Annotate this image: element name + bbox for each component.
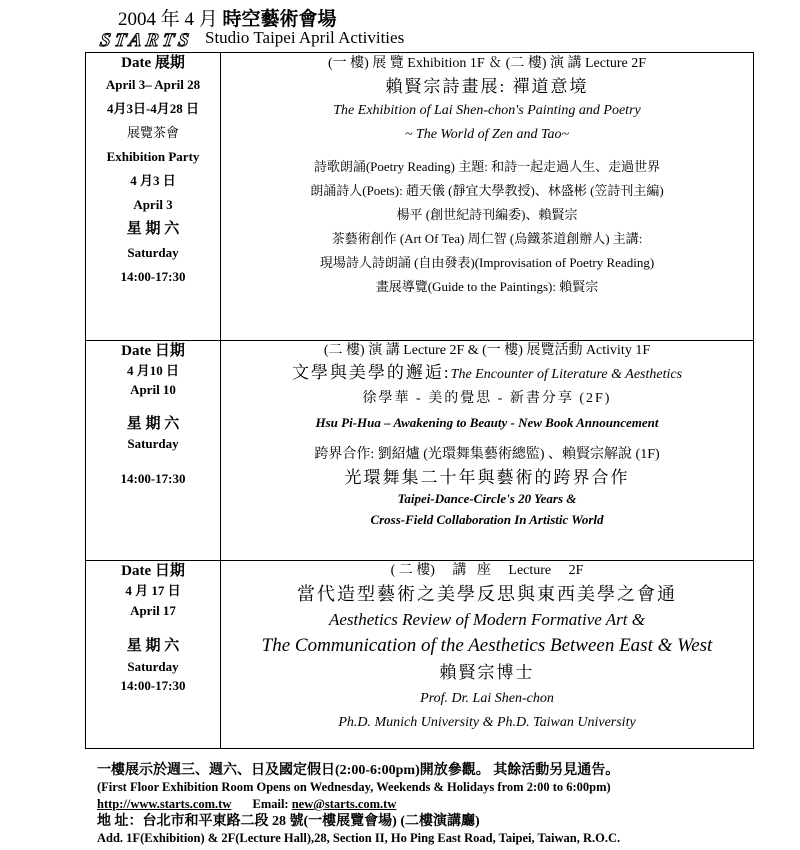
subtitle: Studio Taipei April Activities	[205, 28, 405, 47]
section2-date-line: 4 月10 日	[126, 363, 179, 378]
section2-title-en: The Encounter of Literature & Aesthetics	[450, 367, 683, 382]
section1-line: 詩歌朗誦(Poetry Reading) 主題: 和詩一起走過人生、走過世界	[313, 159, 661, 174]
section2-date-gap	[86, 399, 220, 413]
section2-header: (二 樓) 演 講 Lecture 2F & (一 樓) 展覽活動 Activity 1F	[323, 343, 651, 358]
section1-title-en: The Exhibition of Lai Shen-chon's Painting and Poetry	[333, 103, 641, 118]
section3-speaker-en: Prof. Dr. Lai Shen-chon	[420, 691, 554, 706]
section1-line: 茶藝術創作 (Art Of Tea) 周仁智 (烏鐵茶道創辦人) 主講:	[331, 231, 643, 246]
section3-date-header: Date 日期	[121, 563, 185, 579]
section2-date-cell	[86, 341, 221, 561]
section1-date-cell	[86, 53, 221, 341]
section1-date-line: Saturday	[127, 245, 179, 260]
section2-date-header: Date 日期	[121, 343, 185, 359]
section1-line: 楊平 (創世紀詩刊編委)、賴賢宗	[396, 207, 578, 222]
section2-date-line: 星 期 六	[126, 416, 180, 432]
section3-title-en1: Aesthetics Review of Modern Formative Art &	[328, 610, 645, 629]
footer-address-en: Add. 1F(Exhibition) & 2F(Lecture Hall),28, Section II, Ho Ping East Road, Taipei, Taiwan, R.O.C.	[97, 831, 621, 845]
section1-date-line: 14:00-17:30	[120, 269, 186, 284]
section2-cross-en2: Cross-Field Collaboration In Artistic World	[370, 512, 604, 527]
footer-contact	[97, 796, 620, 813]
section1-date-line: April 3	[133, 197, 173, 212]
section3-date-line: 14:00-17:30	[120, 678, 186, 693]
section1-line: 朗誦詩人(Poets): 趙天儀 (靜宜大學教授)、林盛彬 (笠詩刊主編)	[310, 183, 664, 198]
section3-degrees: Ph.D. Munich University & Ph.D. Taiwan University	[338, 715, 636, 730]
section2-date-line: 14:00-17:30	[120, 471, 186, 486]
section3-content-cell	[221, 561, 754, 749]
email-link[interactable]: new@starts.com.tw	[291, 797, 397, 811]
footer-address-zh: 地 址：台北市和平東路二段 28 號(一樓展覽會場) (二樓演講廳)	[97, 814, 480, 829]
section1-line: 現場詩人詩朗誦 (自由發表)(Improvisation of Poetry Reading)	[319, 255, 655, 270]
page-title	[118, 4, 337, 31]
website-link[interactable]: http://www.starts.com.tw	[97, 797, 232, 811]
section3-header: ( 二 樓) 講 座 Lecture 2F	[390, 563, 584, 578]
section2-title	[221, 361, 753, 387]
section3-speaker-zh: 賴賢宗博士	[439, 663, 535, 682]
section3-date-gap	[86, 621, 220, 635]
section3-title-zh: 當代造型藝術之美學反思與東西美學之會通	[297, 584, 677, 604]
section1-content-cell	[221, 53, 754, 341]
section1-date-line: 4 月3 日	[130, 173, 176, 188]
section1-header: (一 樓) 展 覽 Exhibition 1F ＆ (二 樓) 演 講 Lecture 2F	[327, 56, 647, 71]
section2-speaker-en: Hsu Pi-Hua – Awakening to Beauty - New Book Announcement	[315, 415, 659, 430]
email-label: Email:	[252, 797, 289, 811]
section1-row	[86, 53, 754, 341]
section1-date-line: Exhibition Party	[106, 149, 200, 164]
section1-title-zh: 賴賢宗詩畫展: 禪道意境	[385, 77, 589, 96]
section3-row	[86, 561, 754, 749]
section1-date-line: April 3– April 28	[105, 77, 201, 92]
section3-date-cell	[86, 561, 221, 749]
footer-hours-zh: 一樓展示於週三、週六、日及國定假日(2:00-6:00pm)開放參觀。 其餘活動另見通告。	[97, 763, 620, 778]
section2-date-line: April 10	[130, 382, 176, 397]
section2-content-cell	[221, 341, 754, 561]
section2-date-gap	[86, 453, 220, 467]
section2-date-line: Saturday	[127, 436, 179, 451]
section1-title-en2: ~ The World of Zen and Tao~	[404, 127, 570, 142]
section1-date-line: 4月3日-4月28 日	[106, 101, 200, 116]
section3-date-line: Saturday	[127, 659, 179, 674]
section3-title-en2: The Communication of the Aesthetics Between East & West	[261, 635, 713, 656]
section1-date-line: 展覽茶會	[126, 125, 179, 140]
footer	[97, 762, 620, 847]
section1-date-header: Date 展期	[121, 55, 185, 71]
title-prefix: 2004 年 4 月	[118, 9, 218, 30]
section1-line: 畫展導覽(Guide to the Paintings): 賴賢宗	[375, 279, 599, 294]
starts-logo: STARTS	[98, 30, 195, 51]
footer-hours-en: (First Floor Exhibition Room Opens on Wednesday, Weekends & Holidays from 2:00 to 6:00pm)	[97, 780, 611, 794]
section3-date-line: 4 月 17 日	[125, 583, 181, 598]
schedule-table	[85, 52, 754, 749]
section2-cross-title: 光環舞集二十年與藝術的跨界合作	[344, 468, 630, 487]
section3-date-line: 星 期 六	[126, 638, 180, 654]
section2-row	[86, 341, 754, 561]
section1-date-line: 星 期 六	[126, 221, 180, 237]
section2-cross: 跨界合作: 劉紹爐 (光環舞集藝術總監) 、賴賢宗解說 (1F)	[314, 447, 660, 462]
section3-date-line: April 17	[130, 603, 176, 618]
section2-speaker: 徐學華 - 美的覺思 - 新書分享 (2F)	[362, 391, 612, 406]
section2-title-zh: 文學與美學的邂逅:	[291, 363, 451, 382]
section2-cross-en1: Taipei-Dance-Circle's 20 Years &	[397, 491, 577, 506]
title-main: 時空藝術會場	[222, 9, 337, 30]
